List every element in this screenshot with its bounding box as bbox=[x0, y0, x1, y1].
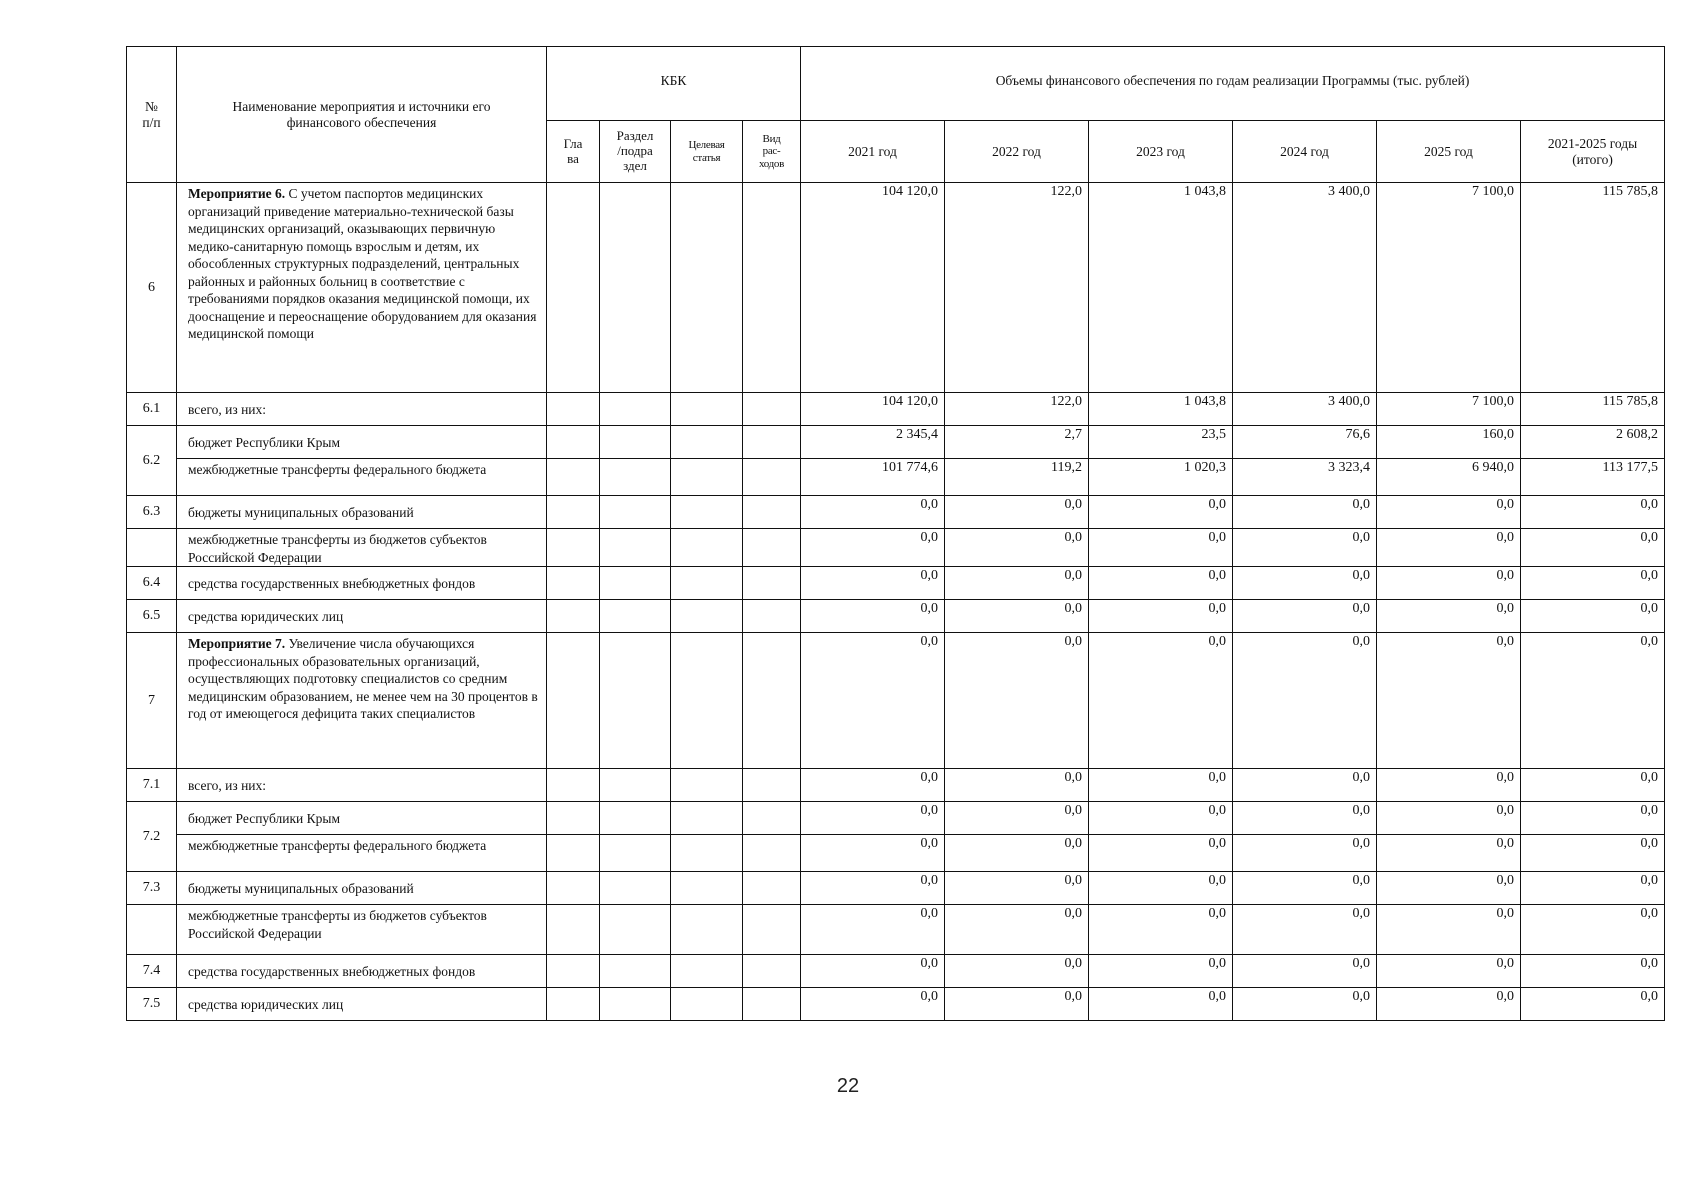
value-cell: 0,0 bbox=[1377, 802, 1521, 835]
value-cell: 0,0 bbox=[801, 769, 945, 802]
kbk-cell bbox=[600, 496, 671, 529]
table-row bbox=[127, 459, 1665, 496]
row-number: 7.2 bbox=[127, 802, 177, 872]
kbk-cell bbox=[743, 393, 801, 426]
kbk-cell bbox=[600, 872, 671, 905]
kbk-cell bbox=[600, 529, 671, 567]
kbk-cell bbox=[547, 426, 600, 459]
row-name-text: всего, из них: bbox=[188, 778, 267, 794]
value-cell: 0,0 bbox=[1521, 496, 1665, 529]
kbk-cell bbox=[600, 183, 671, 393]
value-cell: 0,0 bbox=[801, 988, 945, 1021]
kbk-cell bbox=[743, 988, 801, 1021]
row-name-text: бюджеты муниципальных образований bbox=[188, 505, 414, 521]
table-row bbox=[127, 600, 1665, 633]
value-cell: 0,0 bbox=[1233, 905, 1377, 955]
table-row bbox=[127, 496, 1665, 529]
row-number: 6.3 bbox=[127, 496, 177, 529]
activity-title: Мероприятие 6. bbox=[188, 186, 286, 201]
value-cell: 0,0 bbox=[801, 905, 945, 955]
row-name bbox=[177, 988, 547, 1021]
header-kbk-type: Вид рас- ходов bbox=[743, 121, 801, 183]
value-cell: 0,0 bbox=[801, 633, 945, 769]
table-row bbox=[127, 955, 1665, 988]
row-name-text: межбюджетные трансферты федерального бюджета bbox=[188, 462, 487, 477]
value-cell: 0,0 bbox=[1089, 872, 1233, 905]
value-cell: 0,0 bbox=[1089, 905, 1233, 955]
row-name-text: бюджеты муниципальных образований bbox=[188, 881, 414, 897]
row-name-text: межбюджетные трансферты из бюджетов субъектов Российской Федерации bbox=[188, 908, 487, 941]
value-cell: 23,5 bbox=[1089, 426, 1233, 459]
value-cell: 7 100,0 bbox=[1377, 393, 1521, 426]
kbk-cell bbox=[671, 600, 743, 633]
kbk-cell bbox=[671, 633, 743, 769]
value-cell: 0,0 bbox=[1377, 567, 1521, 600]
value-cell: 2 608,2 bbox=[1521, 426, 1665, 459]
kbk-cell bbox=[671, 567, 743, 600]
header-year-2022: 2022 год bbox=[945, 121, 1089, 183]
kbk-cell bbox=[547, 955, 600, 988]
activity-title: Мероприятие 7. bbox=[188, 636, 286, 652]
table-row bbox=[127, 905, 1665, 955]
kbk-cell bbox=[671, 802, 743, 835]
value-cell: 104 120,0 bbox=[801, 393, 945, 426]
row-number: 6.2 bbox=[127, 426, 177, 496]
kbk-cell bbox=[743, 496, 801, 529]
value-cell: 160,0 bbox=[1377, 426, 1521, 459]
row-name bbox=[177, 633, 547, 769]
value-cell: 3 400,0 bbox=[1233, 393, 1377, 426]
value-cell: 104 120,0 bbox=[801, 183, 945, 393]
kbk-cell bbox=[743, 529, 801, 567]
header-year-2025: 2025 год bbox=[1377, 121, 1521, 183]
kbk-cell bbox=[671, 459, 743, 496]
kbk-cell bbox=[671, 835, 743, 872]
value-cell: 0,0 bbox=[1233, 835, 1377, 872]
kbk-cell bbox=[600, 633, 671, 769]
value-cell: 119,2 bbox=[945, 459, 1089, 496]
value-cell: 0,0 bbox=[1377, 955, 1521, 988]
value-cell: 0,0 bbox=[1233, 633, 1377, 769]
kbk-cell bbox=[547, 459, 600, 496]
kbk-cell bbox=[671, 872, 743, 905]
kbk-cell bbox=[547, 769, 600, 802]
row-name bbox=[177, 955, 547, 988]
row-number: 7.5 bbox=[127, 988, 177, 1021]
value-cell: 0,0 bbox=[945, 496, 1089, 529]
kbk-cell bbox=[671, 769, 743, 802]
kbk-cell bbox=[671, 183, 743, 393]
row-name bbox=[177, 835, 547, 872]
value-cell: 0,0 bbox=[1521, 872, 1665, 905]
value-cell: 0,0 bbox=[945, 529, 1089, 567]
value-cell: 6 940,0 bbox=[1377, 459, 1521, 496]
value-cell: 0,0 bbox=[801, 529, 945, 567]
header-num: № п/п bbox=[127, 47, 177, 183]
kbk-cell bbox=[547, 600, 600, 633]
value-cell: 0,0 bbox=[1377, 905, 1521, 955]
value-cell: 0,0 bbox=[945, 802, 1089, 835]
row-number: 7 bbox=[127, 633, 177, 769]
value-cell: 0,0 bbox=[801, 496, 945, 529]
page-number: 22 bbox=[836, 1075, 860, 1097]
value-cell: 0,0 bbox=[1089, 988, 1233, 1021]
value-cell: 0,0 bbox=[1089, 567, 1233, 600]
table-row bbox=[127, 393, 1665, 426]
value-cell: 0,0 bbox=[1233, 802, 1377, 835]
header-year-2023: 2023 год bbox=[1089, 121, 1233, 183]
value-cell: 0,0 bbox=[1521, 802, 1665, 835]
row-name bbox=[177, 905, 547, 955]
value-cell: 0,0 bbox=[1089, 496, 1233, 529]
value-cell: 1 020,3 bbox=[1089, 459, 1233, 496]
table-row bbox=[127, 529, 1665, 567]
value-cell: 0,0 bbox=[1521, 835, 1665, 872]
value-cell: 0,0 bbox=[1233, 567, 1377, 600]
kbk-cell bbox=[600, 393, 671, 426]
kbk-cell bbox=[547, 988, 600, 1021]
value-cell: 2 345,4 bbox=[801, 426, 945, 459]
kbk-cell bbox=[600, 988, 671, 1021]
kbk-cell bbox=[547, 183, 600, 393]
value-cell: 0,0 bbox=[801, 600, 945, 633]
row-name bbox=[177, 600, 547, 633]
row-name bbox=[177, 529, 547, 567]
kbk-cell bbox=[547, 633, 600, 769]
header-kbk-chapter: Гла ва bbox=[547, 121, 600, 183]
row-name-text: средства юридических лиц bbox=[188, 997, 344, 1013]
value-cell: 0,0 bbox=[1089, 529, 1233, 567]
row-number: 7.4 bbox=[127, 955, 177, 988]
kbk-cell bbox=[600, 835, 671, 872]
value-cell: 0,0 bbox=[801, 567, 945, 600]
row-name bbox=[177, 567, 547, 600]
value-cell: 0,0 bbox=[945, 633, 1089, 769]
header-kbk-section: Раздел /подра здел bbox=[600, 121, 671, 183]
row-name-text: межбюджетные трансферты из бюджетов субъектов Российской Федерации bbox=[188, 532, 487, 565]
value-cell: 0,0 bbox=[1521, 955, 1665, 988]
value-cell: 0,0 bbox=[1521, 600, 1665, 633]
row-name bbox=[177, 183, 547, 393]
kbk-cell bbox=[743, 183, 801, 393]
value-cell: 0,0 bbox=[945, 600, 1089, 633]
value-cell: 0,0 bbox=[1377, 872, 1521, 905]
value-cell: 0,0 bbox=[945, 769, 1089, 802]
row-name-text: всего, из них: bbox=[188, 402, 267, 418]
value-cell: 76,6 bbox=[1233, 426, 1377, 459]
row-name-text: межбюджетные трансферты федерального бюджета bbox=[188, 838, 487, 854]
financing-table bbox=[126, 46, 1665, 1021]
kbk-cell bbox=[547, 567, 600, 600]
kbk-cell bbox=[743, 905, 801, 955]
value-cell: 0,0 bbox=[1521, 905, 1665, 955]
row-name-text: средства государственных внебюджетных фондов bbox=[188, 964, 476, 980]
row-number: 6 bbox=[127, 183, 177, 393]
row-name-text: бюджет Республики Крым bbox=[188, 811, 341, 827]
kbk-cell bbox=[743, 802, 801, 835]
kbk-cell bbox=[600, 769, 671, 802]
header-year-2024: 2024 год bbox=[1233, 121, 1377, 183]
header-kbk: КБК bbox=[547, 47, 801, 121]
kbk-cell bbox=[743, 633, 801, 769]
kbk-cell bbox=[743, 835, 801, 872]
kbk-cell bbox=[743, 769, 801, 802]
value-cell: 122,0 bbox=[945, 393, 1089, 426]
table-row bbox=[127, 872, 1665, 905]
value-cell: 0,0 bbox=[801, 955, 945, 988]
kbk-cell bbox=[671, 905, 743, 955]
value-cell: 113 177,5 bbox=[1521, 459, 1665, 496]
row-name bbox=[177, 426, 547, 459]
value-cell: 0,0 bbox=[1233, 600, 1377, 633]
row-name-text: С учетом паспортов медицинских организаций приведение материально-технической базы медицинских организаций, оказывающих первичную медико-санитарную помощь взрослым и детям, их обособленных структурных подразделений, центральных районных и районных больниц в соответствие с требованиями порядков оказания медицинской помощи, их дооснащение и переоснащение оборудованием для оказания медицинской помощи bbox=[188, 186, 537, 342]
value-cell: 0,0 bbox=[1233, 988, 1377, 1021]
value-cell: 0,0 bbox=[1521, 769, 1665, 802]
value-cell: 0,0 bbox=[945, 955, 1089, 988]
value-cell: 0,0 bbox=[1377, 496, 1521, 529]
kbk-cell bbox=[671, 529, 743, 567]
row-name bbox=[177, 496, 547, 529]
value-cell: 7 100,0 bbox=[1377, 183, 1521, 393]
row-name-text: средства юридических лиц bbox=[188, 609, 344, 625]
value-cell: 0,0 bbox=[1521, 633, 1665, 769]
row-name bbox=[177, 802, 547, 835]
kbk-cell bbox=[547, 835, 600, 872]
value-cell: 0,0 bbox=[1233, 529, 1377, 567]
value-cell: 0,0 bbox=[1377, 633, 1521, 769]
kbk-cell bbox=[600, 600, 671, 633]
kbk-cell bbox=[743, 600, 801, 633]
value-cell: 0,0 bbox=[1521, 529, 1665, 567]
kbk-cell bbox=[600, 426, 671, 459]
value-cell: 0,0 bbox=[1089, 633, 1233, 769]
value-cell: 0,0 bbox=[1089, 769, 1233, 802]
row-name bbox=[177, 872, 547, 905]
kbk-cell bbox=[600, 567, 671, 600]
header-year-total: 2021-2025 годы (итого) bbox=[1521, 121, 1665, 183]
row-name-text: Увеличение числа обучающихся профессиональных образовательных организаций, осуществляющих подготовку специалистов со средним медицинским образованием, не менее чем на 30 процентов в год от имеющегося дефицита таких специалистов bbox=[188, 636, 538, 722]
header-year-2021: 2021 год bbox=[801, 121, 945, 183]
row-name-text: средства государственных внебюджетных фондов bbox=[188, 576, 476, 592]
value-cell: 0,0 bbox=[1089, 955, 1233, 988]
kbk-cell bbox=[743, 955, 801, 988]
table-row bbox=[127, 988, 1665, 1021]
value-cell: 0,0 bbox=[1521, 567, 1665, 600]
row-number: 6.5 bbox=[127, 600, 177, 633]
value-cell: 0,0 bbox=[945, 905, 1089, 955]
row-name bbox=[177, 769, 547, 802]
kbk-cell bbox=[547, 393, 600, 426]
value-cell: 122,0 bbox=[945, 183, 1089, 393]
value-cell: 0,0 bbox=[945, 567, 1089, 600]
table-row bbox=[127, 183, 1665, 393]
value-cell: 0,0 bbox=[1089, 835, 1233, 872]
kbk-cell bbox=[547, 496, 600, 529]
table-row bbox=[127, 802, 1665, 835]
kbk-cell bbox=[743, 426, 801, 459]
value-cell: 3 400,0 bbox=[1233, 183, 1377, 393]
value-cell: 0,0 bbox=[1377, 835, 1521, 872]
value-cell: 0,0 bbox=[1233, 496, 1377, 529]
value-cell: 0,0 bbox=[945, 872, 1089, 905]
value-cell: 0,0 bbox=[1089, 600, 1233, 633]
kbk-cell bbox=[671, 496, 743, 529]
header-volumes: Объемы финансового обеспечения по годам реализации Программы (тыс. рублей) bbox=[801, 47, 1665, 121]
value-cell: 2,7 bbox=[945, 426, 1089, 459]
value-cell: 1 043,8 bbox=[1089, 183, 1233, 393]
value-cell: 0,0 bbox=[1521, 988, 1665, 1021]
header-name: Наименование мероприятия и источники его финансового обеспечения bbox=[177, 47, 547, 183]
kbk-cell bbox=[743, 459, 801, 496]
kbk-cell bbox=[600, 905, 671, 955]
kbk-cell bbox=[600, 802, 671, 835]
value-cell: 3 323,4 bbox=[1233, 459, 1377, 496]
kbk-cell bbox=[600, 459, 671, 496]
row-name bbox=[177, 459, 547, 496]
value-cell: 115 785,8 bbox=[1521, 183, 1665, 393]
value-cell: 0,0 bbox=[945, 988, 1089, 1021]
value-cell: 0,0 bbox=[1089, 802, 1233, 835]
row-number: 7.3 bbox=[127, 872, 177, 905]
value-cell: 0,0 bbox=[1233, 769, 1377, 802]
value-cell: 0,0 bbox=[1233, 955, 1377, 988]
value-cell: 0,0 bbox=[1233, 872, 1377, 905]
table-row bbox=[127, 633, 1665, 769]
row-number bbox=[127, 905, 177, 955]
value-cell: 0,0 bbox=[801, 802, 945, 835]
kbk-cell bbox=[743, 872, 801, 905]
row-name-text: бюджет Республики Крым bbox=[188, 435, 341, 451]
kbk-cell bbox=[600, 955, 671, 988]
value-cell: 0,0 bbox=[1377, 769, 1521, 802]
value-cell: 0,0 bbox=[945, 835, 1089, 872]
kbk-cell bbox=[547, 872, 600, 905]
table-row bbox=[127, 567, 1665, 600]
kbk-cell bbox=[547, 529, 600, 567]
value-cell: 0,0 bbox=[801, 835, 945, 872]
kbk-cell bbox=[547, 905, 600, 955]
row-name bbox=[177, 393, 547, 426]
row-number bbox=[127, 529, 177, 567]
kbk-cell bbox=[547, 802, 600, 835]
value-cell: 1 043,8 bbox=[1089, 393, 1233, 426]
kbk-cell bbox=[671, 955, 743, 988]
table-row bbox=[127, 769, 1665, 802]
value-cell: 0,0 bbox=[1377, 529, 1521, 567]
row-number: 6.4 bbox=[127, 567, 177, 600]
kbk-cell bbox=[671, 988, 743, 1021]
value-cell: 0,0 bbox=[1377, 600, 1521, 633]
value-cell: 115 785,8 bbox=[1521, 393, 1665, 426]
table-row bbox=[127, 426, 1665, 459]
table-row bbox=[127, 835, 1665, 872]
kbk-cell bbox=[671, 393, 743, 426]
header-kbk-target: Целевая статья bbox=[671, 121, 743, 183]
kbk-cell bbox=[743, 567, 801, 600]
value-cell: 0,0 bbox=[1377, 988, 1521, 1021]
row-number: 7.1 bbox=[127, 769, 177, 802]
value-cell: 0,0 bbox=[801, 872, 945, 905]
value-cell: 101 774,6 bbox=[801, 459, 945, 496]
row-number: 6.1 bbox=[127, 393, 177, 426]
kbk-cell bbox=[671, 426, 743, 459]
